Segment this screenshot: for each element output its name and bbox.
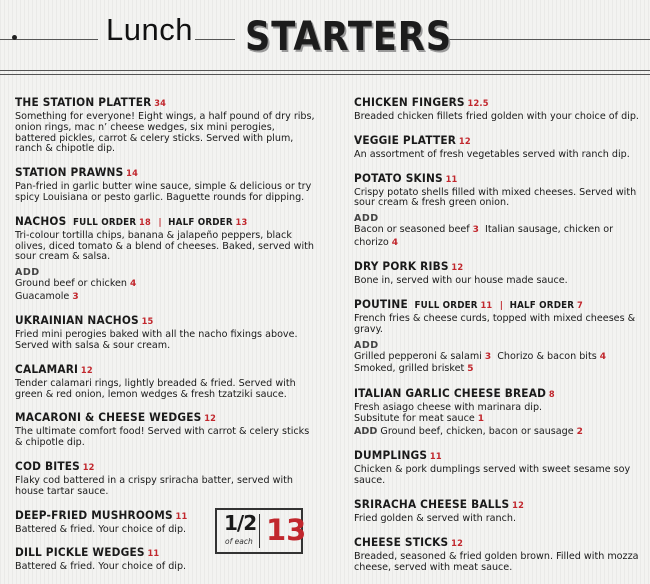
item-description: Tri-colour tortilla chips, banana & jalapeño peppers, black olives, diced tomato & a blend of cheeses. Baked, served with sour cream & salsa. [15, 229, 314, 263]
half-order-price: 7 [576, 300, 583, 311]
half-order-label: HALF ORDER [509, 299, 575, 311]
half-order-label: HALF ORDER [168, 216, 233, 228]
item-description: An assortment of fresh vegetables served with ranch dip. [354, 148, 630, 160]
item-price: 15 [141, 317, 154, 328]
menu-item [354, 298, 646, 376]
item-name: VEGGIE PLATTER [354, 132, 457, 147]
item-description: Chicken & pork dumplings served with sweet sesame soy sauce. [354, 464, 631, 487]
item-name: DUMPLINGS [354, 448, 428, 463]
header-rule-right [440, 39, 650, 40]
item-name: UKRAINIAN NACHOS [15, 313, 139, 328]
item-name: SRIRACHA CHEESE BALLS [354, 496, 510, 511]
item-description: The ultimate comfort food! Served with carrot & celery sticks & chipotle dip. [15, 426, 310, 449]
menu-item [354, 498, 646, 525]
item-description: Tender calamari rings, lightly breaded & fried. Served with green & red onion, lemon wedges & fresh tzatziki sauce. [15, 377, 296, 400]
right-column [354, 96, 646, 584]
item-name: CHEESE STICKS [354, 534, 449, 549]
item-name: CALAMARI [15, 361, 79, 376]
item-description: Pan-fried in garlic butter wine sauce, simple & delicious or try spicy Louisiana or pesto garlic. Baguette rounds for dipping. [15, 181, 312, 203]
item-description: Something for everyone! Eight wings, a half pound of dry ribs, onion rings, mac n’ cheese wedges, six mini perogies, battered pickles, carrot & celery sticks. Served with plum, ranch & chipotle dip. [15, 111, 315, 155]
add-option: Ground beef or chicken 4 [15, 278, 137, 290]
menu-item [354, 449, 646, 487]
menu-item [15, 215, 315, 303]
item-description: Battered & fried. Your choice of dip. [15, 523, 187, 535]
item-description: Fried mini perogies baked with all the nacho fixings above. Served with salsa & sour cream. [15, 329, 298, 351]
item-price: 12 [451, 538, 464, 549]
item-name: THE STATION PLATTER [15, 95, 152, 109]
menu-item [15, 509, 210, 536]
header-rule-mid [195, 39, 235, 40]
menu-item [354, 260, 646, 287]
item-name: POUTINE [354, 296, 408, 311]
item-description: Crispy potato shells filled with mixed cheeses. Served with sour cream & fresh green onion. [354, 186, 637, 209]
half-box-price: 13 [266, 513, 307, 547]
menu-item [15, 363, 315, 401]
menu-item [354, 134, 646, 161]
add-label: ADD [354, 339, 379, 351]
menu-item [15, 546, 210, 573]
half-half-box [215, 508, 307, 554]
item-name: CHICKEN FINGERS [354, 95, 465, 109]
header-rule-bottom-2 [0, 74, 650, 75]
add-option: Bacon or seasoned beef 3 Italian sausage, chicken or chorizo 4 [354, 224, 614, 248]
substitute-option: Subsitute for meat sauce 1 [354, 413, 485, 425]
menu-item [354, 96, 646, 123]
item-price: 14 [126, 169, 139, 180]
item-price: 11 [147, 549, 160, 560]
item-name: COD BITES [15, 458, 80, 473]
menu-item [15, 166, 315, 204]
menu-item [354, 536, 646, 574]
item-name: MACARONI & CHEESE WEDGES [15, 410, 202, 425]
add-option: Grilled pepperoni & salami 3 Chorizo & bacon bits 4 [354, 350, 607, 362]
half-order-price: 13 [235, 217, 248, 228]
item-price: 11 [445, 174, 458, 185]
item-price: 12 [82, 462, 95, 473]
item-description: Breaded, seasoned & fried golden brown. Filled with mozza cheese, served with meat sauce. [354, 550, 639, 573]
full-order-price: 18 [138, 217, 151, 228]
item-price: 12 [458, 136, 471, 147]
item-name: DEEP-FRIED MUSHROOMS [15, 507, 173, 522]
item-name: DRY PORK RIBS [354, 259, 449, 274]
item-name: POTATO SKINS [354, 170, 443, 185]
item-name: NACHOS [15, 213, 67, 228]
menu-item [15, 411, 315, 449]
item-price: 12 [512, 500, 525, 511]
item-name: STATION PRAWNS [15, 165, 124, 180]
item-price: 12 [80, 365, 93, 376]
lunch-title: Lunch [106, 12, 193, 47]
full-order-label: FULL ORDER [414, 299, 478, 311]
item-price: 12 [451, 263, 464, 274]
menu-item [15, 96, 315, 155]
menu-item [354, 387, 646, 439]
bullet-dot [12, 35, 17, 40]
add-option: ADD Ground beef, chicken, bacon or sausage 2 [354, 425, 583, 437]
menu-header [0, 0, 650, 80]
add-option: Smoked, grilled brisket 5 [354, 363, 474, 375]
full-order-price: 11 [480, 300, 493, 311]
item-price: 12.5 [467, 99, 489, 109]
box-divider [259, 514, 260, 548]
order-separator: | [499, 300, 504, 311]
menu-item [15, 460, 315, 498]
item-price: 11 [175, 511, 188, 522]
add-label: ADD [15, 267, 40, 279]
item-description: Flaky cod battered in a crispy sriracha batter, served with house tartar sauce. [15, 474, 293, 497]
item-price: 8 [548, 389, 555, 400]
item-description: Battered & fried. Your choice of dip. [15, 561, 187, 573]
item-description: Bone in, served with our house made sauce. [354, 275, 568, 287]
of-each-label: of each [225, 537, 253, 546]
order-separator: | [158, 217, 162, 228]
add-option: Guacamole 3 [15, 290, 79, 302]
half-label: 1/2 [224, 511, 257, 535]
item-name: ITALIAN GARLIC CHEESE BREAD [354, 385, 547, 400]
item-description: Breaded chicken fillets fried golden with your choice of dip. [354, 111, 639, 122]
item-price: 12 [204, 414, 217, 425]
item-price: 11 [429, 452, 442, 463]
menu-item [15, 314, 315, 352]
item-description: Fresh asiago cheese with marinara dip. [354, 401, 543, 413]
item-description: French fries & cheese curds, topped with mixed cheeses & gravy. [354, 312, 636, 335]
header-rule-bottom-1 [0, 70, 650, 71]
item-price: 34 [154, 99, 167, 109]
starters-title: STARTERS [245, 14, 452, 60]
add-label: ADD [354, 213, 379, 225]
menu-item [354, 172, 646, 250]
item-description: Fried golden & served with ranch. [354, 512, 517, 524]
item-name: DILL PICKLE WEDGES [15, 545, 145, 560]
full-order-label: FULL ORDER [73, 216, 137, 228]
